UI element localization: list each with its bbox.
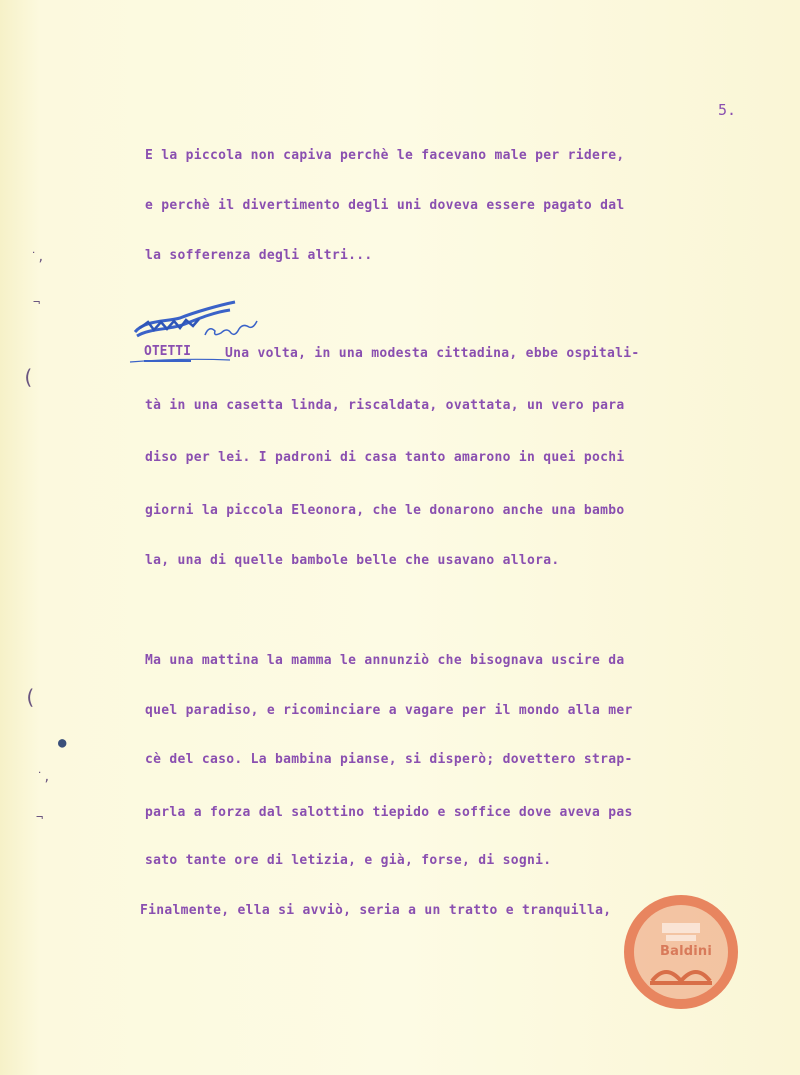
text-line: giorni la piccola Eleonora, che le donarono anche una bambo	[145, 503, 625, 518]
text-line: tà in una casetta linda, riscaldata, ovattata, un vero para	[145, 398, 625, 413]
text-line: Ma una mattina la mamma le annunziò che bisognava uscire da	[145, 653, 625, 668]
text-line: la, una di quelle bambole belle che usavano allora.	[145, 553, 560, 568]
stamp-label: Baldini	[660, 944, 713, 959]
margin-mark: (	[22, 365, 35, 389]
text-line: diso per lei. I padroni di casa tanto amarono in quei pochi	[145, 450, 625, 465]
margin-mark: (	[24, 685, 37, 709]
margin-mark: ¬	[36, 810, 44, 824]
page-number: 5.	[718, 101, 737, 119]
margin-mark: ˙,	[36, 770, 51, 784]
text-line: sato tante ore di letizia, e già, forse, di sogni.	[145, 853, 552, 868]
margin-mark: ˙,	[30, 250, 45, 264]
text-line: E la piccola non capiva perchè le facevano male per ridere,	[145, 148, 625, 163]
text-line: e perchè il divertimento degli uni doveva essere pagato dal	[145, 198, 625, 213]
margin-mark: ¬	[33, 295, 41, 309]
text-line: parla a forza dal salottino tiepido e soffice dove aveva pas	[145, 805, 633, 820]
margin-mark: ●	[58, 735, 67, 751]
speaker-name: OTETTI	[144, 344, 191, 362]
text-line: la sofferenza degli altri...	[145, 248, 373, 263]
text-line: Una volta, in una modesta cittadina, ebbe ospitali-	[225, 346, 640, 361]
text-line: quel paradiso, e ricominciare a vagare per il mondo alla mer	[145, 703, 633, 718]
text-line: Finalmente, ella si avviò, seria a un tratto e tranquilla,	[140, 903, 612, 918]
text-line: cè del caso. La bambina pianse, si disperò; dovettero strap-	[145, 752, 633, 767]
